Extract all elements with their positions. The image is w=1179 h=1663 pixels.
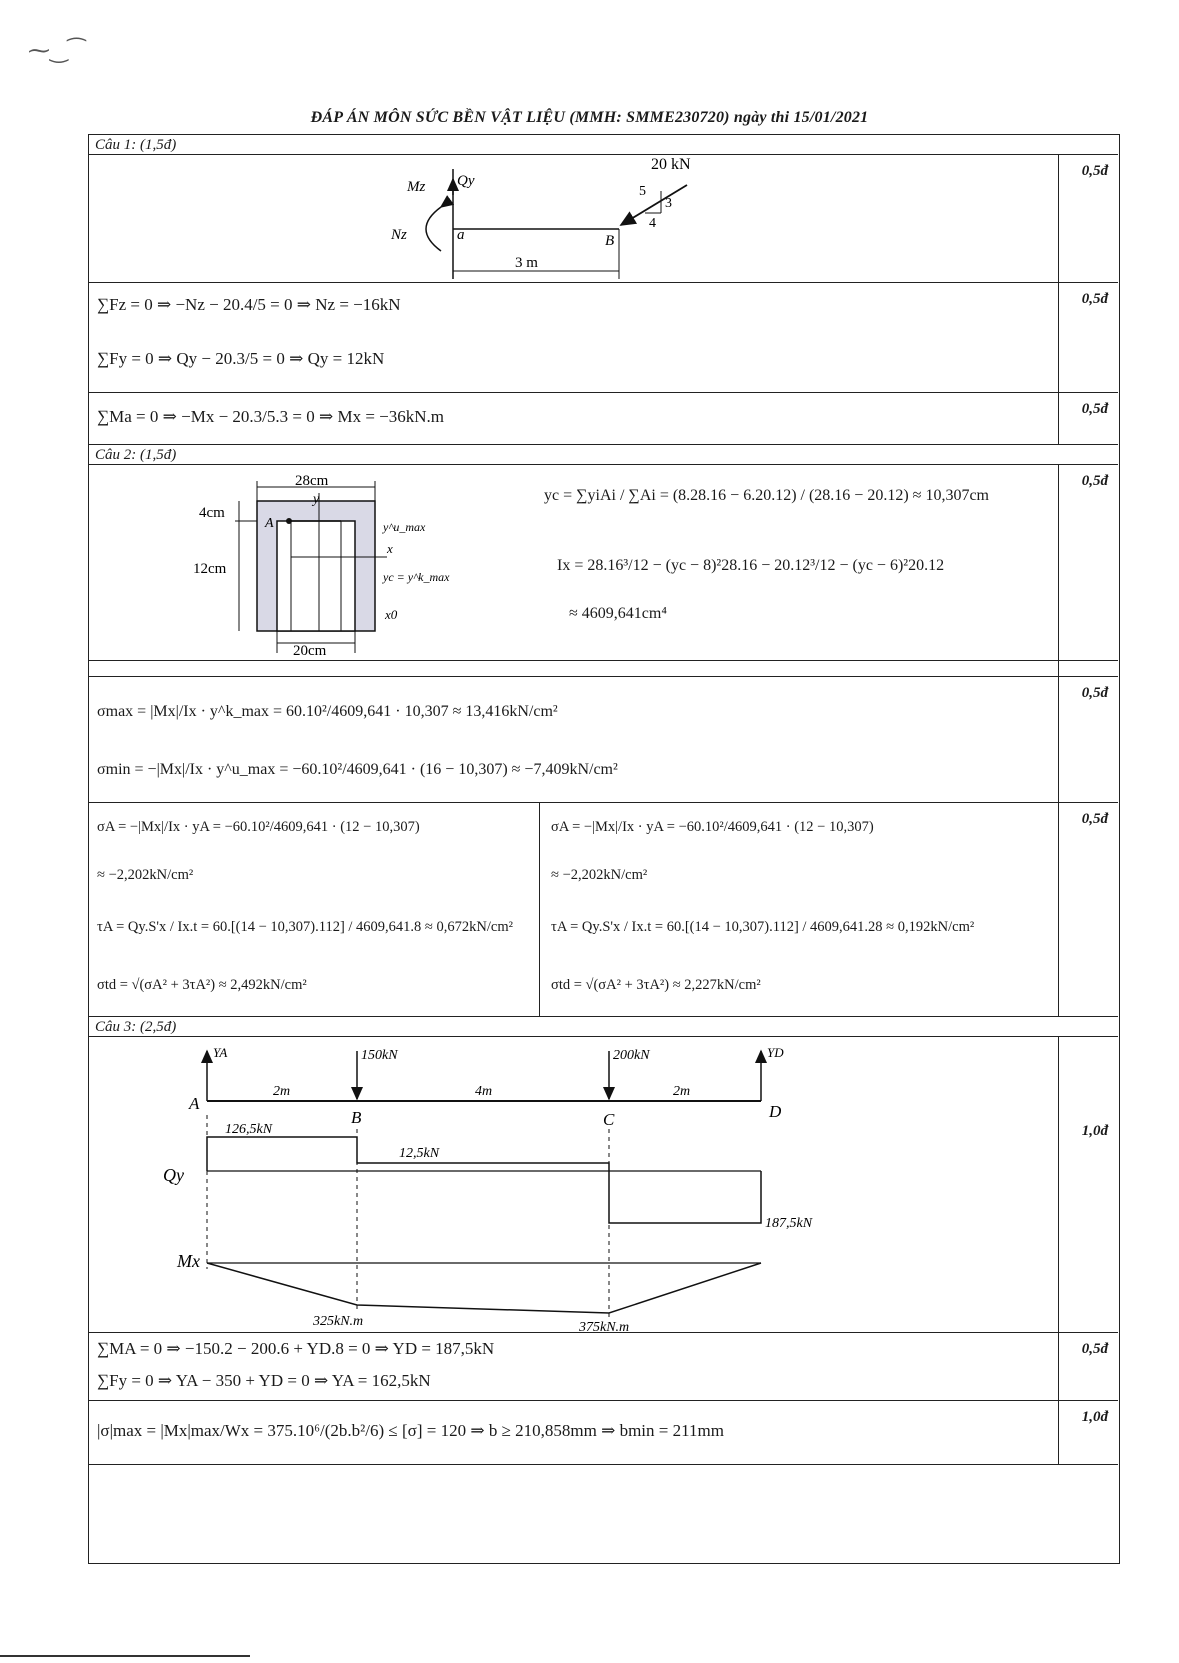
answer-sheet bbox=[88, 134, 1120, 1564]
q2-right-tauA: τA = Qy.S'x / Ix.t = 60.[(14 − 10,307).112] / 4609,641.28 ≈ 0,192kN/cm² bbox=[551, 919, 975, 935]
label-B: B bbox=[351, 1108, 362, 1127]
q2-section-row bbox=[89, 465, 1118, 661]
q2-right-sigmaA-val: ≈ −2,202kN/cm² bbox=[551, 867, 648, 883]
q3-reactions-row bbox=[89, 1333, 1118, 1401]
q2-sigma-max: σmax = |Mx|/Ix · y^k_max = 60.10²/4609,641 · 10,307 ≈ 13,416kN/cm² bbox=[97, 703, 558, 720]
q1-header: Câu 1: (1,5đ) bbox=[95, 137, 177, 153]
q1-figure-row bbox=[89, 155, 1118, 283]
q3-eq-Fy: ∑Fy = 0 ⇒ YA − 350 + YD = 0 ⇒ YA = 162,5kN bbox=[97, 1371, 431, 1390]
moment-arrow bbox=[426, 207, 441, 251]
q2-left-tauA: τA = Qy.S'x / Ix.t = 60.[(14 − 10,307).112] / 4609,641.8 ≈ 0,672kN/cm² bbox=[97, 919, 513, 935]
q2-pointA-cell bbox=[89, 803, 1059, 1016]
page-bottom-edge bbox=[0, 1655, 250, 1657]
label-M2: 375kN.m bbox=[579, 1320, 630, 1333]
q2-header: Câu 2: (1,5đ) bbox=[95, 447, 177, 463]
q2-score-1: 0,5đ bbox=[1081, 473, 1108, 489]
slope-4: 4 bbox=[649, 216, 656, 231]
label-M1: 325kN.m bbox=[313, 1314, 364, 1329]
slope-3: 3 bbox=[665, 196, 672, 211]
height-12: 12cm bbox=[193, 561, 227, 577]
label-y: y bbox=[313, 492, 320, 507]
q2-section-cell bbox=[89, 465, 1059, 660]
q1-forces-cell bbox=[89, 283, 1059, 392]
q1-score-1: 0,5đ bbox=[1081, 163, 1108, 179]
q3-header-row bbox=[89, 1017, 1118, 1037]
q2-left-sigmaA-val: ≈ −2,202kN/cm² bbox=[97, 867, 194, 883]
label-a: a bbox=[457, 227, 465, 243]
label-Nz: Nz bbox=[391, 227, 407, 243]
q2-right-sigmaA: σA = −|Mx|/Ix · yA = −60.10²/4609,641 · (12 − 10,307) bbox=[551, 819, 874, 835]
label-YA: YA bbox=[213, 1045, 228, 1060]
M-diagram bbox=[207, 1263, 761, 1313]
q2-normal-stress-cell bbox=[89, 677, 1059, 802]
len-AB: 2m bbox=[273, 1084, 291, 1099]
label-P1: 150kN bbox=[361, 1048, 398, 1063]
q2-left-sigma-td: σtd = √(σA² + 3τA²) ≈ 2,492kN/cm² bbox=[97, 977, 307, 993]
label-x: x bbox=[387, 541, 393, 556]
q3-strength-row bbox=[89, 1401, 1118, 1465]
label-Q2: 12,5kN bbox=[399, 1146, 440, 1161]
width-top: 28cm bbox=[295, 473, 329, 489]
q1-header-row bbox=[89, 135, 1118, 155]
label-A: A bbox=[189, 1094, 200, 1113]
force-label: 20 kN bbox=[651, 156, 691, 173]
inner-void bbox=[277, 521, 355, 631]
label-Q: Qy bbox=[163, 1165, 184, 1185]
q3-reactions-cell bbox=[89, 1333, 1059, 1400]
width-bottom: 20cm bbox=[293, 643, 327, 659]
q3-diagram-row bbox=[89, 1037, 1118, 1333]
q3-score-2: 0,5đ bbox=[1081, 1341, 1108, 1357]
q1-eq-Ma: ∑Ma = 0 ⇒ −Mx − 20.3/5.3 = 0 ⇒ Mx = −36kN.m bbox=[97, 407, 444, 426]
label-yc: yc = y^k_max bbox=[383, 570, 450, 584]
q3-eq-sigma: |σ|max = |Mx|max/Wx = 375.10⁶/(2b.b²/6) ≤ [σ] = 120 ⇒ b ≥ 210,858mm ⇒ bmin = 211mm bbox=[97, 1421, 724, 1440]
label-B: B bbox=[605, 233, 615, 249]
Q-diagram bbox=[207, 1137, 761, 1223]
q2-right-sigma-td: σtd = √(σA² + 3τA²) ≈ 2,227kN/cm² bbox=[551, 977, 761, 993]
q3-strength-cell bbox=[89, 1401, 1059, 1464]
label-Q1: 126,5kN bbox=[225, 1122, 273, 1137]
q1-moment-row bbox=[89, 393, 1118, 445]
q2-spacer-row bbox=[89, 661, 1118, 677]
q2-normal-stress-row bbox=[89, 677, 1118, 803]
len-BC: 4m bbox=[475, 1084, 493, 1099]
length-label: 3 m bbox=[515, 255, 538, 271]
q3-score-1: 1,0đ bbox=[1081, 1123, 1108, 1139]
q3-beam-diagrams bbox=[89, 1037, 1057, 1333]
q2-cross-section bbox=[169, 469, 609, 659]
q2-Ix-eq: Ix = 28.16³/12 − (yc − 8)²28.16 − 20.12³/12 − (yc − 6)²20.12 bbox=[557, 557, 945, 574]
label-YD: YD bbox=[767, 1045, 784, 1060]
q2-pointA-row bbox=[89, 803, 1118, 1017]
label-M: Mx bbox=[177, 1251, 200, 1271]
label-Qy: Qy bbox=[457, 173, 475, 189]
q2-left-sigmaA: σA = −|Mx|/Ix · yA = −60.10²/4609,641 · (12 − 10,307) bbox=[97, 819, 420, 835]
q2-header-row bbox=[89, 445, 1118, 465]
q3-score-3: 1,0đ bbox=[1081, 1409, 1108, 1425]
page-title: ĐÁP ÁN MÔN SỨC BỀN VẬT LIỆU (MMH: SMME230720) ngày thi 15/01/2021 bbox=[310, 109, 869, 126]
scan-mark: ⁓‿⁀ bbox=[28, 38, 86, 63]
label-A: A bbox=[265, 516, 274, 531]
q2-Ix-val: ≈ 4609,641cm⁴ bbox=[569, 605, 667, 622]
len-CD: 2m bbox=[673, 1084, 691, 1099]
q2-yc-eq: yc = ∑yiAi / ∑Ai = (8.28.16 − 6.20.12) / (28.16 − 20.12) ≈ 10,307cm bbox=[544, 487, 989, 504]
label-x0: x0 bbox=[385, 607, 398, 622]
label-P2: 200kN bbox=[613, 1048, 650, 1063]
q1-score-2: 0,5đ bbox=[1081, 291, 1108, 307]
label-ymax-u: y^u_max bbox=[383, 520, 426, 534]
q1-figure-cell bbox=[89, 155, 1059, 282]
q1-eq-Fz: ∑Fz = 0 ⇒ −Nz − 20.4/5 = 0 ⇒ Nz = −16kN bbox=[97, 295, 401, 314]
q2-score-3: 0,5đ bbox=[1081, 811, 1108, 827]
q3-diagram-cell bbox=[89, 1037, 1059, 1332]
height-4: 4cm bbox=[199, 505, 225, 521]
q2-score-2: 0,5đ bbox=[1081, 685, 1108, 701]
q2-sigma-min: σmin = −|Mx|/Ix · y^u_max = −60.10²/4609,641 · (16 − 10,307) ≈ −7,409kN/cm² bbox=[97, 761, 618, 778]
q1-forces-row bbox=[89, 283, 1118, 393]
q3-eq-MA: ∑MA = 0 ⇒ −150.2 − 200.6 + YD.8 = 0 ⇒ YD = 187,5kN bbox=[97, 1339, 495, 1358]
q3-header: Câu 3: (2,5đ) bbox=[95, 1019, 177, 1035]
slope-5: 5 bbox=[639, 184, 646, 199]
q1-moment-cell bbox=[89, 393, 1059, 444]
label-Mz: Mz bbox=[407, 179, 426, 195]
q1-score-3: 0,5đ bbox=[1081, 401, 1108, 417]
q1-free-body-diagram bbox=[89, 155, 1057, 283]
label-C: C bbox=[603, 1110, 615, 1129]
label-D: D bbox=[769, 1102, 782, 1121]
label-Q3: 187,5kN bbox=[765, 1216, 813, 1231]
q1-eq-Fy: ∑Fy = 0 ⇒ Qy − 20.3/5 = 0 ⇒ Qy = 12kN bbox=[97, 349, 385, 368]
